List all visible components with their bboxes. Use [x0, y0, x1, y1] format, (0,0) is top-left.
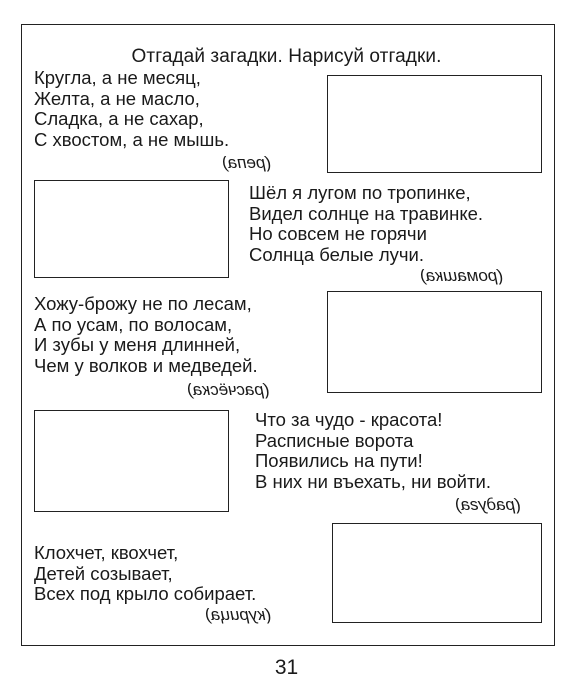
- riddle-2-line: Но совсем не горячи: [249, 223, 427, 244]
- riddle-2-text: [249, 183, 483, 265]
- riddle-3-text: [34, 294, 258, 376]
- page-title: Отгадай загадки. Нарисуй отгадки.: [131, 46, 442, 67]
- drawing-box-3[interactable]: [327, 291, 542, 393]
- riddle-3-line: Чем у волков и медведей.: [34, 354, 258, 376]
- riddle-1-line: Кругла, а не месяц,: [34, 67, 201, 88]
- riddle-3-line: А по усам, по волосам,: [34, 313, 233, 335]
- riddle-5-text: [34, 543, 256, 605]
- riddle-5-line: Клохчет, квохчет,: [34, 542, 179, 563]
- riddle-4-line: В них ни въехать, ни войти.: [255, 470, 491, 492]
- riddle-2-line: Шёл я лугом по тропинке,: [249, 182, 471, 203]
- riddle-4-line: Что за чудо - красота!: [255, 409, 443, 430]
- riddle-4-line: Появились на пути!: [255, 450, 423, 471]
- riddle-5-line: Всех под крыло собирает.: [34, 583, 257, 604]
- riddle-5-answer: (курица): [205, 605, 272, 624]
- riddle-1-line: С хвостом, а не мышь.: [34, 128, 230, 150]
- drawing-box-5[interactable]: [332, 523, 542, 623]
- drawing-box-4[interactable]: [34, 410, 229, 512]
- riddle-1-answer: (репа): [222, 153, 272, 172]
- riddle-5-line: Детей созывает,: [34, 562, 173, 584]
- riddle-2-line: Видел солнце на травинке.: [249, 202, 484, 224]
- riddle-1-line: Желта, а не масло,: [34, 87, 200, 109]
- page-number: 31: [274, 656, 299, 679]
- riddle-2-line: Солнца белые лучи.: [249, 243, 425, 265]
- riddle-4-text: [255, 410, 491, 492]
- riddle-4-line: Расписные ворота: [255, 429, 414, 451]
- riddle-3-line: И зубы у меня длинней,: [34, 334, 241, 355]
- riddle-3-answer: (расчёска): [187, 380, 270, 399]
- riddle-1-text: [34, 68, 229, 150]
- riddle-1-line: Сладка, а не сахар,: [34, 108, 204, 129]
- riddle-2-answer: (ромашка): [420, 266, 503, 285]
- riddle-3-line: Хожу-брожу не по лесам,: [34, 293, 252, 314]
- riddle-4-answer: (радуга): [455, 495, 521, 514]
- drawing-box-2[interactable]: [34, 180, 229, 278]
- drawing-box-1[interactable]: [327, 75, 542, 173]
